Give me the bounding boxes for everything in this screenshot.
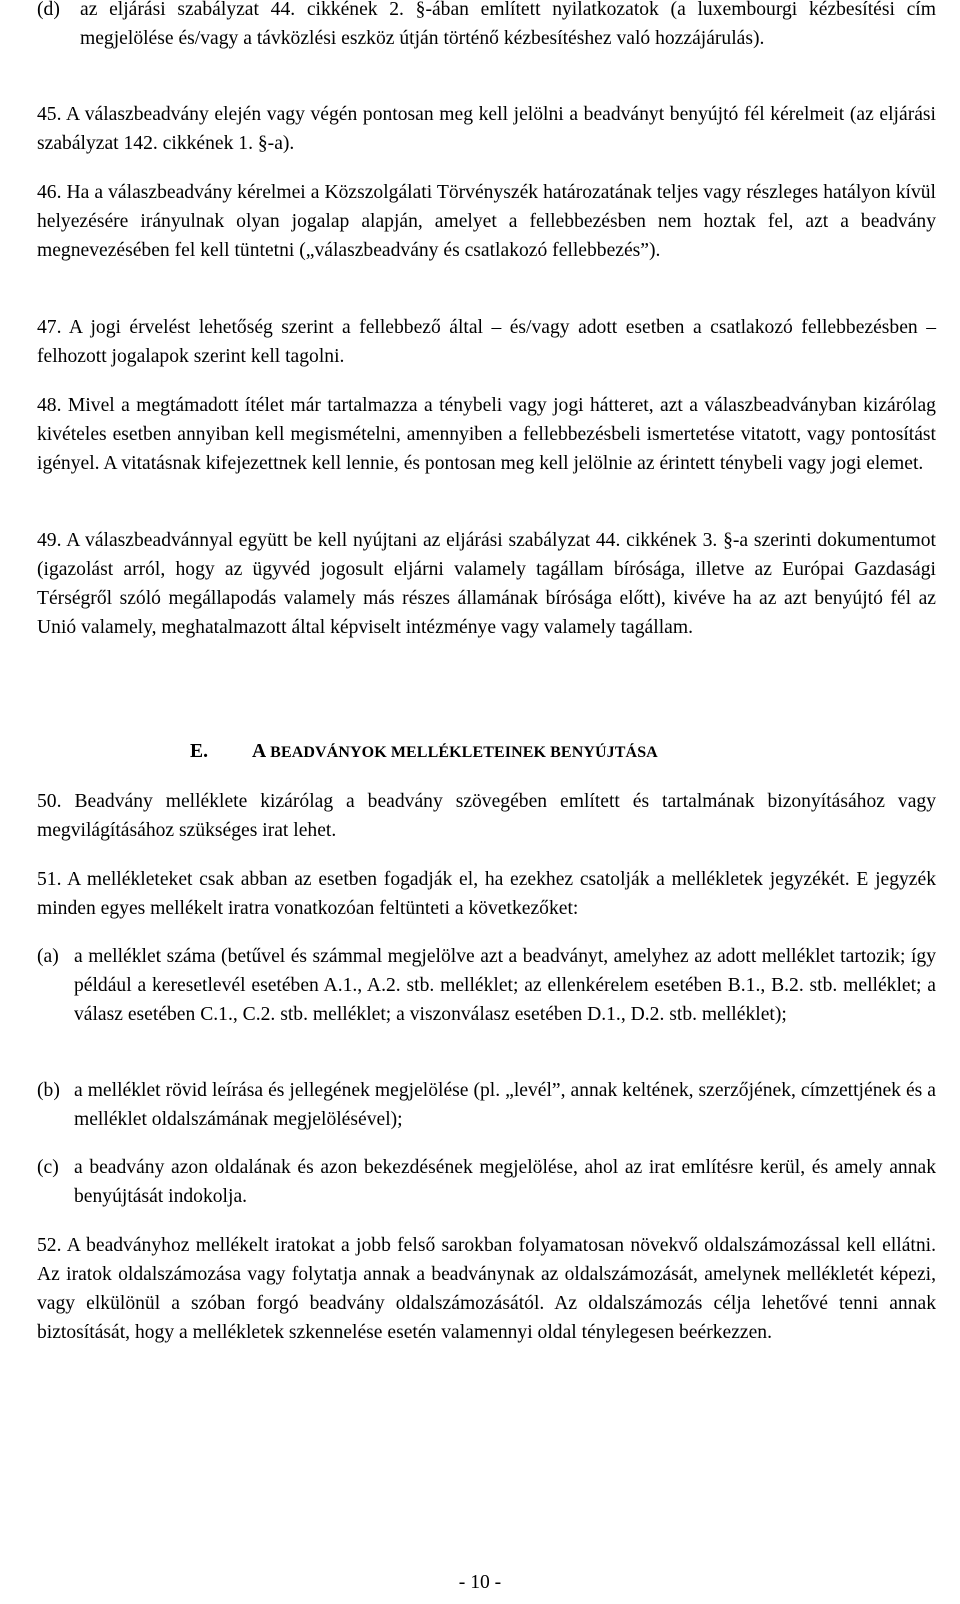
sub-item-text: a beadvány azon oldalának és azon bekezdésének megjelölése, ahol az irat említésre kerül, és amely annak benyújtását indokolja. [74, 1157, 936, 1207]
paragraph-number: 50. [37, 791, 62, 812]
paragraph-text [37, 100, 936, 158]
item-text: az eljárási szabályzat 44. cikkének 2. §-ában említett nyilatkozatok (a luxembourgi kézbesítési cím megjelölése és/vagy a távközlési eszköz útján történő kézbesítéshez való hozzájárulás). [80, 0, 936, 49]
sub-item-label: (b) [37, 1080, 60, 1101]
paragraph-text [37, 787, 936, 845]
sub-item-text: a melléklet száma (betűvel és számmal megjelölve azt a beadványt, amelyhez az adott melléklet tartozik; így például a keresetlevél esetében A.1., A.2. stb. melléklet; az ellenkérelem esetében B.1., B.2. stb. melléklet; a válasz esetében C.1., C.2. stb. melléklet; a viszonválasz esetében D.1., D.2. stb. melléklet); [74, 946, 936, 1025]
sub-item-b [37, 1076, 936, 1134]
paragraph-45 [37, 100, 936, 158]
list-item-d [37, 0, 936, 53]
sub-item-label: (c) [37, 1157, 59, 1178]
section-title: A BEADVÁNYOK MELLÉKLETEINEK BENYÚJTÁSA [252, 741, 658, 762]
sub-item-label: (a) [37, 946, 59, 967]
paragraph-body: A válaszbeadvánnyal együtt be kell nyújtani az eljárási szabályzat 44. cikkének 3. §-a szerinti dokumentumot (igazolást arról, hogy az ügyvéd jogosult eljárni valamely tagállam bírósága, illetve az Európai Gazdasági Térségről szóló megállapodás valamely más részes államának bírósága előtt), kivéve ha az azt benyújtó fél az Unió valamely, meghatalmazott által képviselt intézménye vagy valamely tagállam. [37, 530, 936, 638]
paragraph-number: 48. [37, 395, 62, 416]
paragraph-body: Ha a válaszbeadvány kérelmei a Közszolgálati Törvényszék határozatának teljes vagy részleges hatályon kívül helyezésére irányulnak olyan jogalap alapján, amelyet a fellebbezésben nem hoztak fel, azt a beadvány megnevezésében fel kell tüntetni („válaszbeadvány és csatlakozó fellebbezés”). [37, 182, 936, 261]
paragraph-body: Beadvány melléklete kizárólag a beadvány szövegében említett és tartalmának bizonyításához vagy megvilágításához szükséges irat lehet. [37, 791, 936, 841]
sub-item-c [37, 1153, 936, 1211]
paragraph-52 [37, 1231, 936, 1347]
paragraph-text [37, 865, 936, 923]
paragraph-number: 51. [37, 869, 62, 890]
paragraph-47 [37, 313, 936, 371]
paragraph-50 [37, 787, 936, 845]
paragraph-number: 49. [37, 530, 62, 551]
page-number: - 10 - [458, 1572, 502, 1593]
paragraph-number: 52. [37, 1235, 62, 1256]
paragraph-number: 45. [37, 104, 62, 125]
paragraph-49 [37, 526, 936, 642]
paragraph-text [37, 313, 936, 371]
paragraph-body: Mivel a megtámadott ítélet már tartalmazza a ténybeli vagy jogi hátteret, azt a válaszbeadványban kizárólag kivételes esetben annyiban kell megismételni, amennyiben a fellebbezésbeli ismertetése vitatott, vagy pontosítást igényel. A vitatásnak kifejezettnek kell lennie, és pontosan meg kell jelölnie az érintett ténybeli vagy jogi elemet. [37, 395, 936, 474]
paragraph-48 [37, 391, 936, 478]
section-letter: E. [190, 741, 208, 762]
paragraph-text [37, 526, 936, 642]
paragraph-body: A válaszbeadvány elején vagy végén pontosan meg kell jelölni a beadványt benyújtó fél kérelmeit (az eljárási szabályzat 142. cikkének 1. §-a). [37, 104, 936, 154]
paragraph-number: 46. [37, 182, 62, 203]
sub-item-a [37, 942, 936, 1029]
item-label: (d) [37, 0, 60, 20]
paragraph-body: A mellékleteket csak abban az esetben fogadják el, ha ezekhez csatolják a mellékletek jegyzékét. E jegyzék minden egyes mellékelt iratra vonatkozóan feltünteti a következőket: [37, 869, 936, 919]
paragraph-text [37, 1231, 936, 1347]
sub-item-text: a melléklet rövid leírása és jellegének megjelölése (pl. „levél”, annak keltének, szerzőjének, címzettjének és a melléklet oldalszámának megjelölésével); [74, 1080, 936, 1130]
paragraph-text [37, 391, 936, 478]
paragraph-body: A jogi érvelést lehetőség szerint a fellebbező által – és/vagy adott esetben a csatlakozó fellebbezésben – felhozott jogalapok szerint kell tagolni. [37, 317, 936, 367]
paragraph-text [37, 178, 936, 265]
paragraph-51 [37, 865, 936, 923]
paragraph-46 [37, 178, 936, 265]
paragraph-body: A beadványhoz mellékelt iratokat a jobb felső sarokban folyamatosan növekvő oldalszámozással kell ellátni. Az iratok oldalszámozása vagy folytatja annak a beadványnak az oldalszámozását, amelynek mellékletét képezi, vagy elkülönül a szóban forgó beadvány oldalszámozásától. Az oldalszámozás célja lehetővé tenni annak biztosítását, hogy a mellékletek szkennelése esetén valamennyi oldal ténylegesen beérkezzen. [37, 1235, 936, 1343]
paragraph-number: 47. [37, 317, 62, 338]
